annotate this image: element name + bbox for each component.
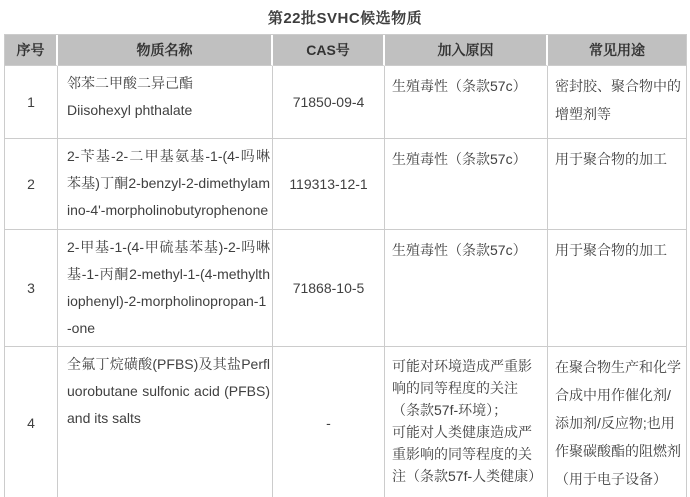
common-uses-cell: 用于聚合物的加工 — [548, 139, 686, 230]
common-uses-cell: 用于聚合物的加工 — [548, 230, 686, 347]
header-row — [5, 35, 686, 66]
column-header-cas: CAS号 — [273, 35, 385, 66]
row-number-cell: 2 — [5, 139, 58, 230]
substance-row — [5, 66, 686, 139]
table-header — [5, 35, 686, 66]
substance-name-cell — [58, 139, 273, 230]
common-uses-cell: 密封胶、聚合物中的增塑剂等 — [548, 66, 686, 139]
cas-number-cell: 71850-09-4 — [273, 66, 385, 139]
substance-name-cn: 邻苯二甲酸二异己酯 — [67, 75, 193, 91]
inclusion-reason-line: 可能对人类健康造成严重影响的同等程度的关注（条款57f-人类健康） — [392, 424, 543, 484]
cas-number-cell: 119313-12-1 — [273, 139, 385, 230]
column-header-uses: 常见用途 — [548, 35, 686, 66]
substance-name-cn: 2-苄基-2-二甲基氨基-1-(4-吗啉苯基)丁酮 — [67, 148, 270, 191]
column-header-name: 物质名称 — [58, 35, 273, 66]
substance-name-cell — [58, 66, 273, 139]
substance-name-cn: 全氟丁烷磺酸(PFBS)及其盐 — [67, 356, 242, 372]
inclusion-reason-cell — [385, 66, 548, 139]
common-uses-cell: 在聚合物生产和化学合成中用作催化剂/添加剂/反应物;也用作聚碳酸酯的阻燃剂（用于电子设备） — [548, 347, 686, 497]
substance-name-cell — [58, 230, 273, 347]
column-header-reason: 加入原因 — [385, 35, 548, 66]
row-number-cell: 4 — [5, 347, 58, 497]
substance-name-en: 2-benzyl-2-dimethylamino-4'-morpholinobutyrophenone — [67, 175, 270, 218]
row-number-cell: 1 — [5, 66, 58, 139]
row-number-cell: 3 — [5, 230, 58, 347]
inclusion-reason-line: 可能对环境造成严重影响的同等程度的关注（条款57f-环境）； — [392, 358, 532, 418]
column-header-no: 序号 — [5, 35, 58, 66]
substance-name-en: 2-methyl-1-(4-methylthiophenyl)-2-morpholinopropan-1-one — [67, 266, 270, 336]
substance-name-en: Perfluorobutane sulfonic acid (PFBS) and its salts — [67, 356, 270, 426]
table-body — [5, 66, 686, 497]
inclusion-reason-cell — [385, 139, 548, 230]
inclusion-reason-cell — [385, 230, 548, 347]
substance-name-en: Diisohexyl phthalate — [67, 102, 193, 118]
inclusion-reason-line: 生殖毒性（条款57c） — [392, 151, 527, 167]
inclusion-reason-cell — [385, 347, 548, 497]
table-title: 第22批SVHC候选物质 — [267, 10, 423, 27]
substance-row — [5, 347, 686, 497]
substance-row — [5, 139, 686, 230]
cas-number-cell: - — [273, 347, 385, 497]
substance-row — [5, 230, 686, 347]
inclusion-reason-line: 生殖毒性（条款57c） — [392, 78, 527, 94]
substance-name-cn: 2-甲基-1-(4-甲硫基苯基)-2-吗啉基-1-丙酮 — [67, 239, 270, 282]
inclusion-reason-line: 生殖毒性（条款57c） — [392, 242, 527, 258]
substance-name-cell — [58, 347, 273, 497]
cas-number-cell: 71868-10-5 — [273, 230, 385, 347]
svhc-candidate-table — [4, 34, 687, 497]
